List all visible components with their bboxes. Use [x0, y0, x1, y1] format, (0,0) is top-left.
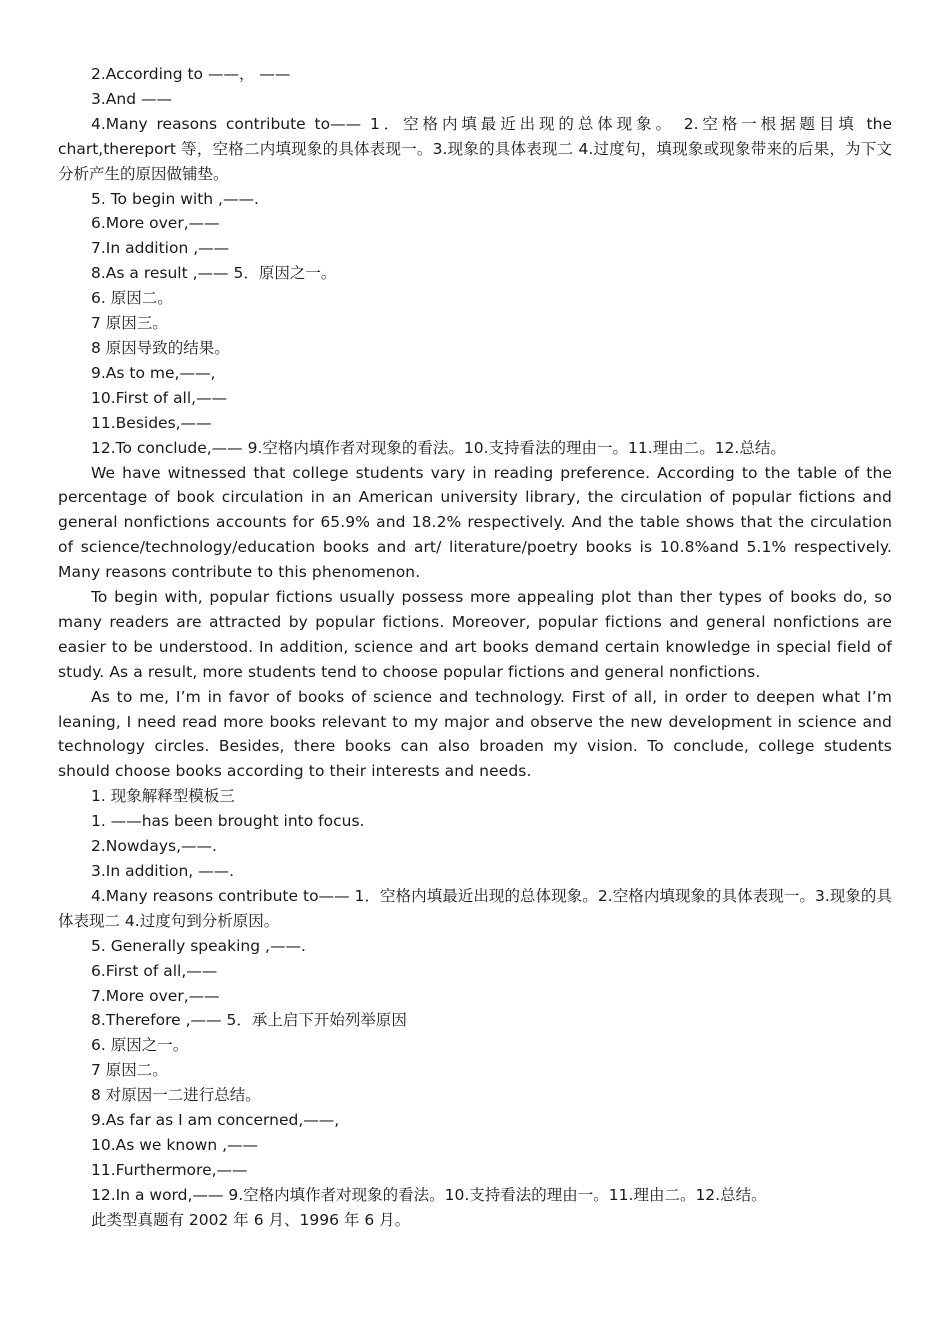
text-line: 2.According to ——， ——	[91, 65, 291, 83]
text-line: 此类型真题有 2002 年 6 月、1996 年 6 月。	[91, 1210, 411, 1229]
section-heading: 1. 现象解释型模板三	[91, 787, 235, 806]
text-line: 3.And ——	[91, 89, 172, 108]
text-line: 8.As a result ,—— 5．原因之一。	[91, 264, 337, 283]
text-line: 8.Therefore ,—— 5．承上启下开始列举原因	[91, 1011, 407, 1030]
text-line: 5. To begin with ,——.	[91, 189, 259, 208]
text-line: 11.Besides,——	[91, 413, 212, 432]
document-page	[58, 62, 892, 1233]
essay-paragraph: As to me, I’m in favor of books of science and technology. First of all, in order to deepen what I’m leaning, I need read more books relevant to my major and observe the new development in science and technology circles. Besides, there books can also broaden my vision. To conclude, college students should choose books according to their interests and needs.	[58, 687, 892, 781]
text-line: 6.First of all,——	[91, 961, 218, 980]
text-line: 12.In a word,—— 9.空格内填作者对现象的看法。10.支持看法的理由一。11.理由二。12.总结。	[91, 1185, 767, 1204]
text-line: 6. 原因之一。	[91, 1036, 189, 1055]
text-line: 10.First of all,——	[91, 388, 228, 407]
text-line: 1. ——has been brought into focus.	[91, 812, 365, 831]
template-three	[58, 784, 892, 1232]
text-line: 10.As we known ,——	[91, 1135, 259, 1154]
text-line: 8 对原因一二进行总结。	[91, 1086, 261, 1105]
text-line: 11.Furthermore,——	[91, 1160, 248, 1179]
text-line: 6. 原因二。	[91, 289, 173, 308]
text-line: 7.More over,——	[91, 986, 220, 1005]
text-line: 7 原因二。	[91, 1061, 168, 1080]
template-lines	[58, 62, 892, 461]
text-line: 7.In addition ,——	[91, 239, 230, 258]
text-line: 4.Many reasons contribute to—— 1．空格内填最近出现的总体现象。 2.空格一根据题目填 the chart,thereport 等，空格二内填现象的具体表现一。3.现象的具体表现二 4.过度句，填现象或现象带来的后果，为下文分析产生的原因做铺垫。	[58, 114, 892, 183]
sample-essay	[58, 461, 892, 785]
text-line: 9.As to me,——,	[91, 363, 216, 382]
text-line: 7 原因三。	[91, 314, 168, 333]
text-line: 12.To conclude,—— 9.空格内填作者对现象的看法。10.支持看法的理由一。11.理由二。12.总结。	[91, 438, 786, 457]
text-line: 9.As far as I am concerned,——,	[91, 1111, 340, 1130]
essay-paragraph: We have witnessed that college students vary in reading preference. According to the table of the percentage of book circulation in an American university library, the circulation of popular fictions and general nonfictions accounts for 65.9% and 18.2% respectively. And the table shows that the circulation of science/technology/education books and art/ literature/poetry books is 10.8%and 5.1% respectively. Many reasons contribute to this phenomenon.	[58, 463, 892, 582]
essay-paragraph: To begin with, popular fictions usually possess more appealing plot than ther types of books do, so many readers are attracted by popular fictions. Moreover, popular fictions and general nonfictions are easier to be understood. In addition, science and art books demand certain knowledge in special field of study. As a result, more students tend to choose popular fictions and general nonfictions.	[58, 588, 892, 681]
text-line: 3.In addition, ——.	[91, 862, 235, 880]
text-line: 8 原因导致的结果。	[91, 338, 230, 357]
text-line: 2.Nowdays,——.	[91, 837, 217, 856]
text-line: 4.Many reasons contribute to—— 1．空格内填最近出现的总体现象。2.空格内填现象的具体表现一。3.现象的具体表现二 4.过度句到分析原因。	[58, 886, 892, 930]
text-line: 5. Generally speaking ,——.	[91, 936, 306, 955]
text-line: 6.More over,——	[91, 214, 220, 233]
